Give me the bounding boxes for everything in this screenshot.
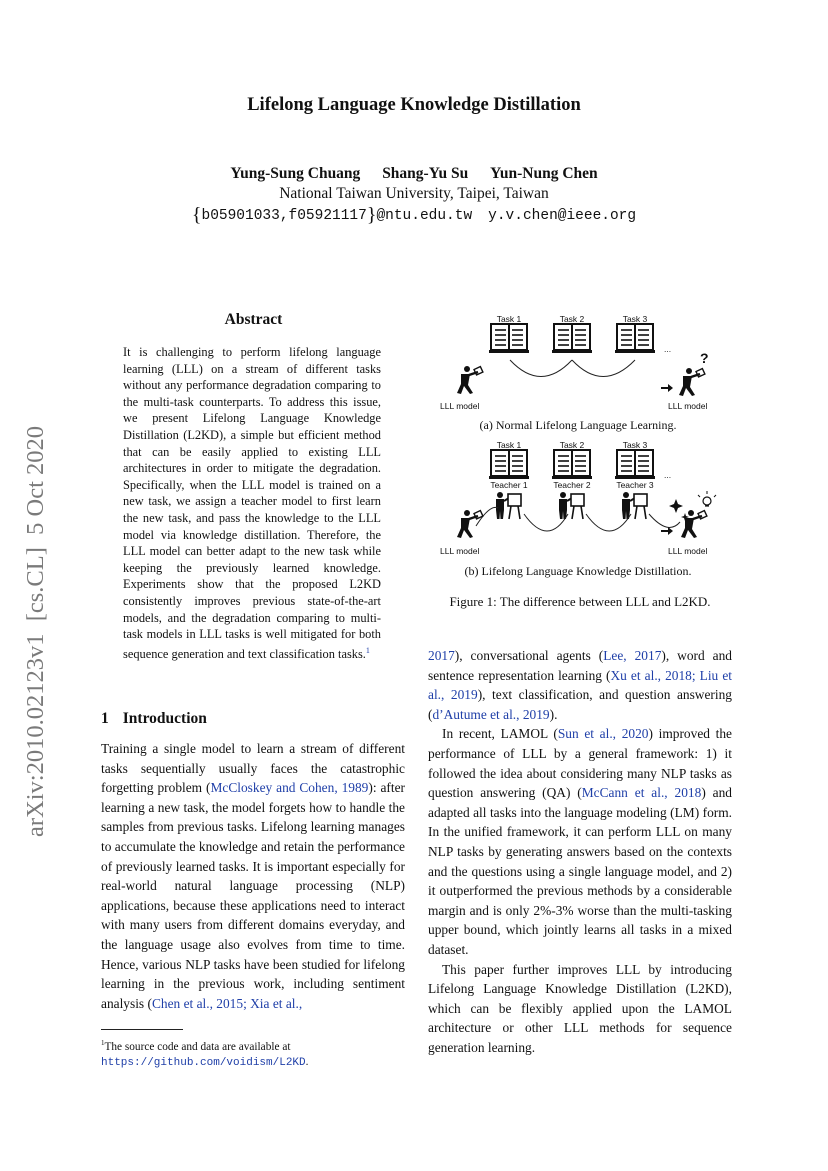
footnote-text: The source code and data are available at xyxy=(104,1040,291,1053)
task-label: Task 3 xyxy=(622,314,648,324)
transfer-arc xyxy=(572,360,635,377)
task-label: Task 2 xyxy=(559,440,585,450)
book-icon xyxy=(489,324,529,353)
task-label: Task 2 xyxy=(559,314,585,324)
body-text: ) and adapted all tasks into the language modeling (LM) form. In the unified framework, it can perform LLL on many NLP tasks by generating answers based on the contexts and the questions using a single language model, and 2) it outperformed the previous methods by a considerable margin and is only 2%-3% worse than the multi-tasking upper bound, which jointly learns all tasks in a mixed dataset. xyxy=(428,785,732,957)
arxiv-stamp-text: arXiv:2010.02123v1 [cs.CL] 5 Oct 2020 xyxy=(22,426,49,837)
transfer-arc xyxy=(510,360,572,377)
citation-link[interactable]: Sun et al., 2020 xyxy=(557,726,649,742)
abstract-text: It is challenging to perform lifelong language learning (LLL) on a stream of different tasks without any performance degradation comparing to the multi-task counterparts. To address this issue, we present Lifelong Language Knowledge Distillation (L2KD), a simple but efficient method that can be easily applied to existing LLL architectures in order to mitigate the degradation. Specifically, when the LLL model is trained on a new task, we assign a teacher model to first learn the new task, and pass the knowledge to the LLL model via knowledge distillation. Therefore, the LLL model can better adapt to the new task while keeping the previously learned knowledge. Experiments show that the proposed L2KD consistently improves previous state-of-the-art models, and the degradation comparing to multi-task models in LLL tasks is well mitigated for both sequence generation and text classification tasks. xyxy=(123,345,381,661)
paper-title: Lifelong Language Knowledge Distillation xyxy=(247,95,581,115)
citation-link[interactable]: 2017 xyxy=(428,648,455,663)
section-title: Introduction xyxy=(122,710,207,727)
citation-link[interactable]: McCann et al., 2018 xyxy=(581,785,702,801)
right-column-body xyxy=(428,646,732,1057)
citation-link[interactable]: McCloskey and Cohen, 1989 xyxy=(210,780,369,796)
author-list xyxy=(0,165,828,183)
section-number: 1 xyxy=(101,710,109,727)
model-label: LLL model xyxy=(668,401,708,411)
teacher-icon xyxy=(622,492,647,519)
email-brace-open: { xyxy=(191,204,202,226)
task-label: Task 1 xyxy=(496,314,522,324)
book-icon xyxy=(552,450,592,479)
task-label: Task 3 xyxy=(622,440,648,450)
transfer-arc xyxy=(649,514,680,527)
arxiv-stamp xyxy=(12,375,52,845)
book-icon xyxy=(489,450,529,479)
footnote xyxy=(101,1036,406,1071)
body-text: In recent, LAMOL ( xyxy=(442,726,558,742)
teacher-label: Teacher 2 xyxy=(553,480,591,490)
body-text: This paper further improves LLL by introducing Lifelong Language Knowledge Distillation (L2KD), which can be flexibly applied upon the LAMOL architecture or other LLL methods for sequence generation learning. xyxy=(428,961,732,1055)
author-name: Yung-Sung Chuang xyxy=(230,165,361,182)
body-text: ) improved the performance of LLL by a general framework: 1) it followed the idea about considering many NLP tasks as question answering (QA) ( xyxy=(428,726,732,801)
citation-link[interactable]: d’Autume et al., 2019 xyxy=(432,706,550,722)
body-paragraph xyxy=(428,960,732,1058)
book-icon xyxy=(552,324,592,353)
subfigure-caption-a: (a) Normal Lifelong Language Learning. xyxy=(479,418,677,432)
abstract-body xyxy=(123,344,381,662)
model-label: LLL model xyxy=(440,546,480,556)
runner-icon xyxy=(457,366,483,394)
ellipsis-text: ... xyxy=(664,344,672,354)
author-name: Shang-Yu Su xyxy=(382,165,469,182)
footnote-ref[interactable]: 1 xyxy=(365,645,370,655)
citation-link[interactable]: Xu et al., 2018; Liu et al., 2019 xyxy=(428,667,732,703)
body-text: ), word and sentence representation learning ( xyxy=(428,648,732,683)
body-paragraph xyxy=(428,724,732,959)
runner-icon xyxy=(457,510,483,538)
sparkle-icon xyxy=(669,499,689,521)
footnote-mark: 1 xyxy=(101,1039,105,1047)
author-emails xyxy=(0,204,828,227)
teacher-icon xyxy=(559,492,584,519)
model-label: LLL model xyxy=(668,546,708,556)
body-text: ). xyxy=(549,706,558,722)
figure-caption: Figure 1: The difference between LLL and L2KD. xyxy=(449,594,711,609)
email-brace-close: } xyxy=(366,204,377,226)
model-label: LLL model xyxy=(440,401,480,411)
runner-icon xyxy=(679,368,705,396)
arxiv-stamp-svg xyxy=(12,375,52,845)
body-text: ), text classification, and question answering ( xyxy=(428,687,732,722)
lightbulb-icon xyxy=(698,491,716,506)
arrow-head-icon xyxy=(668,527,673,535)
ellipsis-text: ... xyxy=(664,470,672,480)
abstract-heading: Abstract xyxy=(224,311,283,328)
teacher-label: Teacher 1 xyxy=(490,480,528,490)
citation-link[interactable]: Chen et al., 2015; Xia et al., xyxy=(151,995,303,1011)
subfigure-caption-b: (b) Lifelong Language Knowledge Distillation. xyxy=(464,564,692,578)
footnote-url-link[interactable]: https://github.com/voidism/L2KD xyxy=(101,1056,306,1069)
email-domain: @ntu.edu.tw xyxy=(376,208,473,224)
distill-arc xyxy=(476,507,498,526)
citation-link[interactable]: Lee, 2017 xyxy=(603,648,662,663)
intro-paragraph xyxy=(101,739,405,1013)
affiliation: National Taiwan University, Taipei, Taiwan xyxy=(279,185,549,202)
email-second: y.v.chen@ieee.org xyxy=(488,208,637,224)
footnote-rule xyxy=(101,1029,183,1030)
body-text: Training a single model to learn a stream of different tasks sequentially usually faces the catastrophic forgetting problem ( xyxy=(101,741,405,796)
footnote-end: . xyxy=(305,1055,309,1068)
body-text: ): after learning a new task, the model forgets how to handle the samples from previous tasks. Lifelong learning manages to accumulate the knowledge and retain the performance of previously learned tasks. It is important especially for real-world natural language processing (NLP) applications, because these applications need to interact with many users from different domains everyday, and the language usage also evolves from time to time. Hence, various NLP tasks have been studied for lifelong learning in the previous work, including sentiment analysis ( xyxy=(101,780,405,1011)
body-text: ), conversational agents ( xyxy=(454,648,604,663)
book-icon xyxy=(615,324,655,353)
author-name: Yun-Nung Chen xyxy=(490,165,598,182)
arrow-head-icon xyxy=(668,384,673,392)
question-mark-icon: ? xyxy=(700,350,709,366)
email-group: b05901033,f05921117 xyxy=(201,208,367,224)
teacher-label: Teacher 3 xyxy=(616,480,654,490)
section-heading xyxy=(101,710,207,728)
teacher-icon xyxy=(496,492,521,519)
book-icon xyxy=(615,450,655,479)
task-label: Task 1 xyxy=(496,440,522,450)
body-paragraph xyxy=(428,646,732,724)
